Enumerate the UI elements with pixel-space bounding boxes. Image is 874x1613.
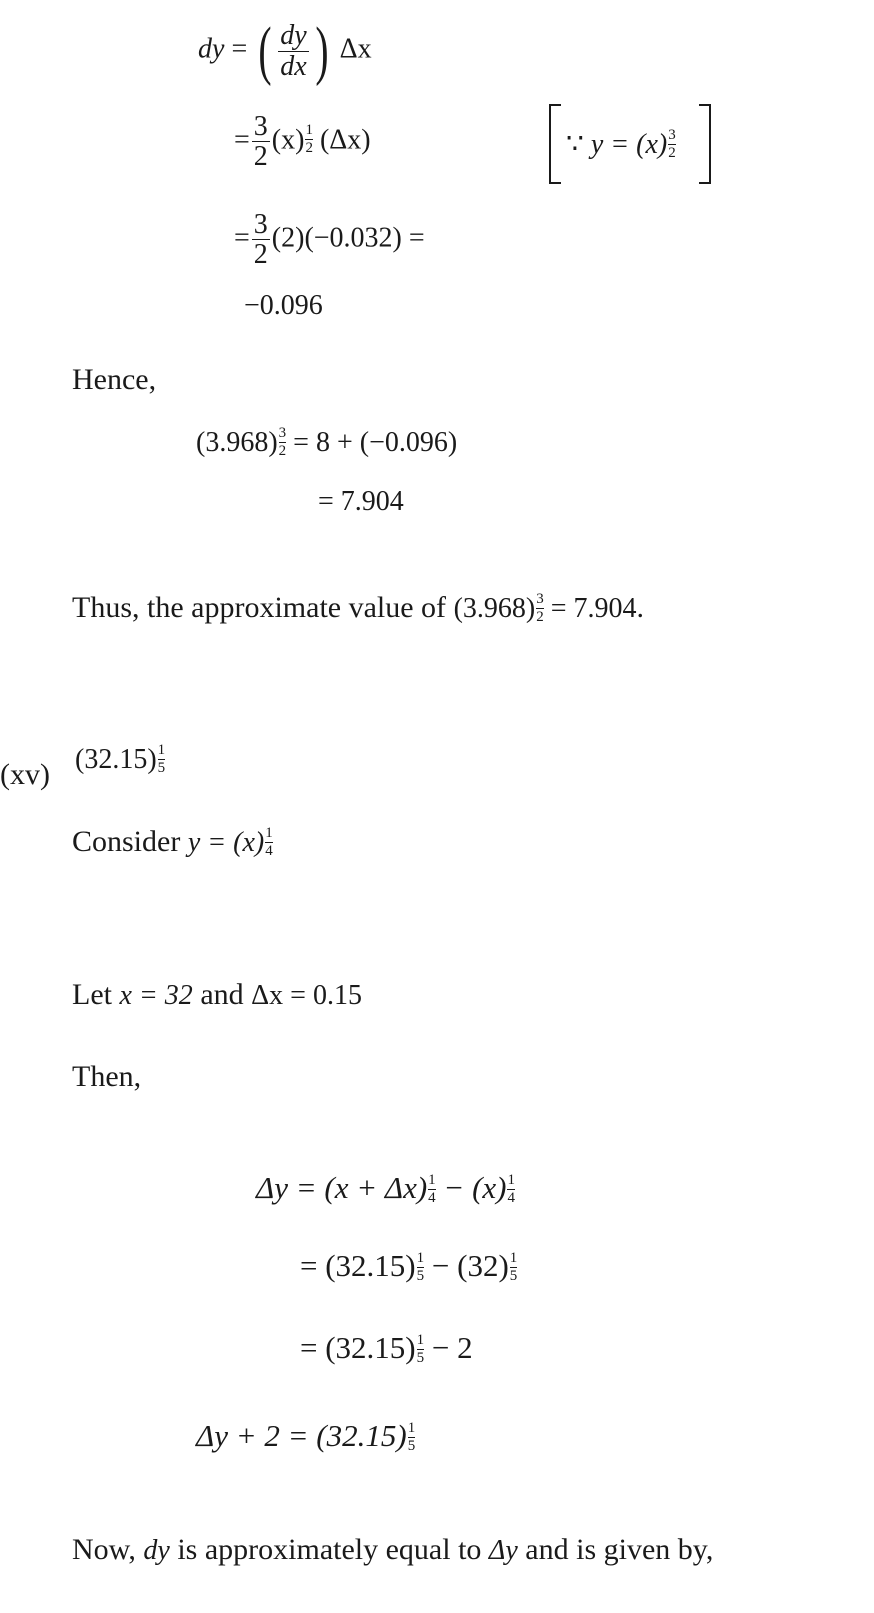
three-halves-fraction: $\frac{3}{2}$ bbox=[253, 111, 268, 173]
x-base: (x) bbox=[271, 124, 305, 156]
dy-symbol: dy bbox=[198, 33, 225, 65]
exponent-three-halves: $\frac{3}{2}$ bbox=[668, 127, 676, 161]
delta-x: Δx bbox=[339, 33, 372, 65]
hence-line-2: = 7.904 bbox=[318, 486, 404, 517]
problem-expression: (32.15) $\frac{1}{5}$ bbox=[75, 742, 166, 776]
delta-line-3: = (32.15) $\frac{1}{5}$ − 2 bbox=[300, 1330, 473, 1366]
problem-label: (xv) bbox=[0, 758, 50, 791]
thus-line: Thus, the approximate value of (3.968) $\frac{3}{2}$ = 7.904. bbox=[72, 591, 645, 625]
step-two-line: = $\frac{3}{2}$ (x) $\frac{1}{2}$ (Δx) bbox=[234, 111, 371, 173]
because-symbol: ∵ bbox=[566, 129, 584, 160]
delta-line-2: = (32.15) $\frac{1}{5}$ − (32) $\frac{1}{5}$ bbox=[300, 1248, 518, 1284]
because-note: ∵ y = (x) $\frac{3}{2}$ bbox=[566, 127, 676, 161]
then-label: Then, bbox=[72, 1060, 142, 1093]
delta-x-paren: (Δx) bbox=[319, 124, 371, 156]
equals-sign: = bbox=[231, 33, 248, 65]
delta-line-1: Δy = (x + Δx) $\frac{1}{4}$ − (x) $\frac{1}{4}$ bbox=[256, 1170, 515, 1206]
three-halves-fraction-2: $\frac{3}{2}$ bbox=[253, 209, 268, 271]
dy-dx-fraction: $\frac{dy}{dx}$ bbox=[280, 20, 307, 82]
consider-line: Consider y = (x) $\frac{1}{4}$ bbox=[72, 825, 273, 859]
exponent-half: $\frac{1}{2}$ bbox=[305, 122, 313, 157]
let-line: Let x = 32 and Δx = 0.15 bbox=[72, 978, 362, 1011]
derivative-line: dy = ( $\frac{dy}{dx}$ ) Δx bbox=[198, 14, 372, 87]
hence-line-1: (3.968) $\frac{3}{2}$ = 8 + (−0.096) bbox=[196, 425, 458, 459]
step-four-result: −0.096 bbox=[244, 290, 323, 321]
delta-line-4: Δy + 2 = (32.15) $\frac{1}{5}$ bbox=[196, 1418, 416, 1454]
hence-label: Hence, bbox=[72, 363, 157, 396]
now-line: Now, dy is approximately equal to Δy and is given by, bbox=[72, 1533, 714, 1566]
step-three-line: = $\frac{3}{2}$ (2)(−0.032) = bbox=[234, 209, 425, 271]
